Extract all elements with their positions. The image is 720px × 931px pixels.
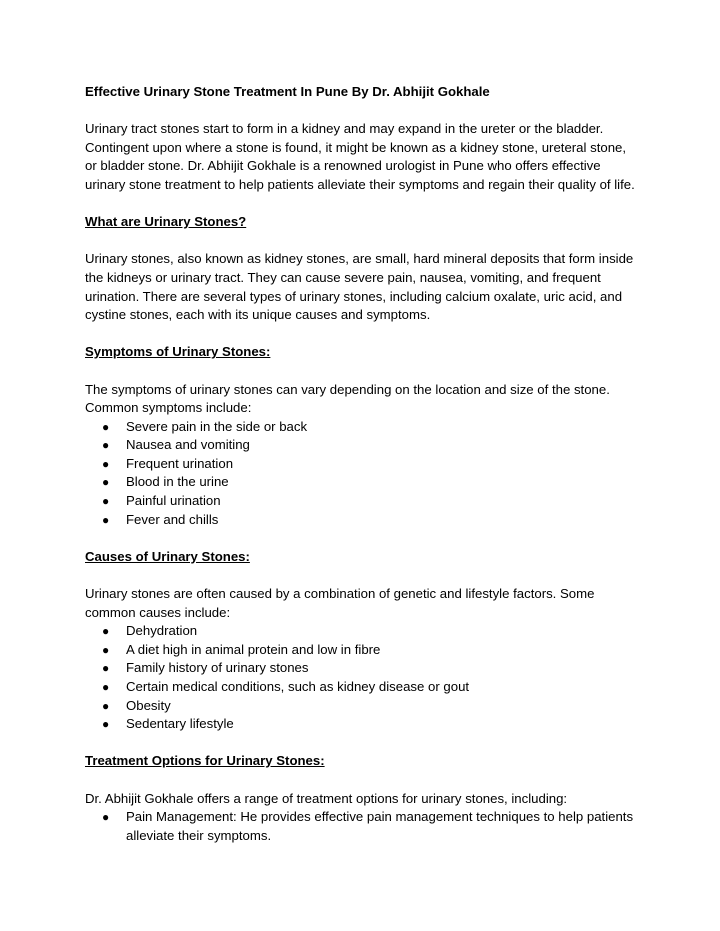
list-item-text: Pain Management: He provides effective pain management techniques to help patients alleviate their symptoms. bbox=[126, 809, 634, 843]
bullet-icon: ● bbox=[102, 698, 110, 713]
list-item bbox=[85, 455, 640, 474]
list-item-text: Sedentary lifestyle bbox=[126, 716, 234, 732]
list-item-text: Certain medical conditions, such as kidney disease or gout bbox=[126, 679, 470, 694]
document-page bbox=[85, 83, 640, 864]
section-text-symptoms: The symptoms of urinary stones can vary depending on the location and size of the stone. Common symptoms include: bbox=[85, 381, 610, 416]
intro-paragraph: Urinary tract stones start to form in a kidney and may expand in the ureter or the bladder. Contingent upon where a stone is found, it might be known as a kidney stone, ureteral stone, or bladder stone. Dr. Abhijit Gokhale is a renowned urologist in Pune who offers effective urinary stone treatment to help patients alleviate their symptoms and regain their quality of life. bbox=[85, 121, 635, 192]
bullet-icon: ● bbox=[102, 717, 110, 732]
list-item-text: Fever and chills bbox=[126, 511, 219, 527]
bullet-icon: ● bbox=[102, 661, 110, 676]
causes-list bbox=[85, 622, 640, 734]
list-item-text: Dehydration bbox=[126, 623, 198, 639]
list-item bbox=[85, 715, 640, 734]
section-heading-treatment-options: Treatment Options for Urinary Stones: bbox=[85, 753, 325, 769]
bullet-icon: ● bbox=[102, 810, 110, 825]
list-item bbox=[85, 418, 640, 437]
section-heading-what-are-urinary-stones: What are Urinary Stones? bbox=[85, 214, 247, 230]
bullet-icon: ● bbox=[102, 624, 110, 639]
bullet-icon: ● bbox=[102, 456, 110, 471]
list-item-text: Severe pain in the side or back bbox=[126, 418, 308, 434]
bullet-icon: ● bbox=[102, 512, 110, 527]
bullet-icon: ● bbox=[102, 642, 110, 657]
list-item bbox=[85, 678, 640, 697]
symptoms-list bbox=[85, 418, 640, 530]
list-item bbox=[85, 622, 640, 641]
bullet-icon: ● bbox=[102, 419, 110, 434]
section-text-treatment-options: Dr. Abhijit Gokhale offers a range of treatment options for urinary stones, including: bbox=[85, 790, 568, 806]
section-text-causes: Urinary stones are often caused by a combination of genetic and lifestyle factors. Some common causes include: bbox=[85, 586, 595, 620]
list-item-text: Family history of urinary stones bbox=[126, 660, 309, 676]
bullet-icon: ● bbox=[102, 680, 110, 694]
section-text-what-are-urinary-stones: Urinary stones, also known as kidney stones, are small, hard mineral deposits that form inside the kidneys or urinary tract. They can cause severe pain, nausea, vomiting, and frequent urination. There are several types of urinary stones, including calcium oxalate, uric acid, and cystine stones, each with its unique causes and symptoms. bbox=[85, 251, 634, 323]
bullet-icon: ● bbox=[102, 494, 110, 509]
list-item-text: Obesity bbox=[126, 697, 171, 713]
treatment-list bbox=[85, 808, 640, 845]
section-heading-symptoms: Symptoms of Urinary Stones: bbox=[85, 344, 271, 360]
list-item-text: Nausea and vomiting bbox=[126, 437, 250, 453]
list-item bbox=[85, 511, 640, 530]
list-item-text: Painful urination bbox=[126, 493, 221, 509]
document-title: Effective Urinary Stone Treatment In Pune By Dr. Abhijit Gokhale bbox=[85, 84, 490, 99]
list-item bbox=[85, 436, 640, 455]
list-item bbox=[85, 659, 640, 678]
list-item bbox=[85, 808, 640, 845]
section-heading-causes: Causes of Urinary Stones: bbox=[85, 548, 250, 564]
list-item-text: Frequent urination bbox=[126, 455, 234, 471]
list-item bbox=[85, 641, 640, 660]
bullet-icon: ● bbox=[102, 475, 110, 490]
list-item bbox=[85, 492, 640, 511]
list-item-text: Blood in the urine bbox=[126, 474, 229, 490]
list-item bbox=[85, 697, 640, 716]
bullet-icon: ● bbox=[102, 438, 110, 453]
list-item-text: A diet high in animal protein and low in fibre bbox=[126, 641, 381, 657]
list-item bbox=[85, 473, 640, 492]
